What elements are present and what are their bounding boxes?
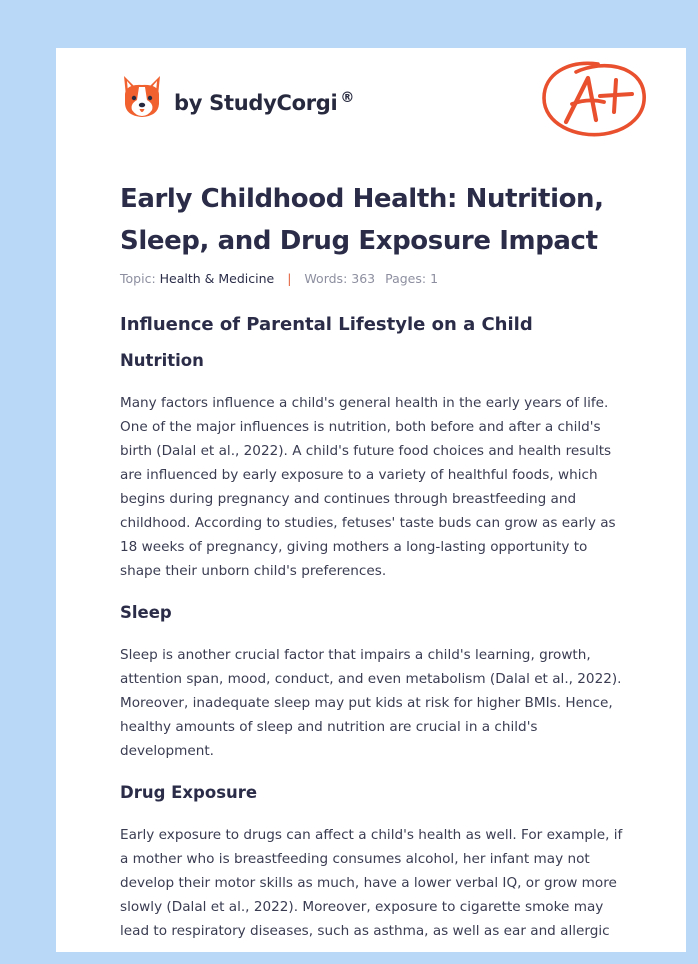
section-heading: Influence of Parental Lifestyle on a Child	[120, 314, 533, 335]
paragraph-drug-exposure: Early exposure to drugs can affect a child's health as well. For example, if a mother who is breastfeeding consumes alcohol, her infant may not develop their motor skills as much, have a lower verbal IQ, or grow more slowly (Dalal et al., 2022). Moreover, exposure to cigarette smoke may lead to respiratory diseases, such as asthma, as well as ear and allergic	[120, 827, 623, 939]
words-label: Words:	[304, 271, 348, 286]
article-meta	[120, 270, 632, 288]
paragraph-sleep: Sleep is another crucial factor that impairs a child's learning, growth, attention span, mood, conduct, and even metabolism (Dalal et al., 2022). Moreover, inadequate sleep may put kids at risk for higher BMIs. Hence, healthy amounts of sleep and nutrition are crucial in a child's development.	[120, 647, 622, 759]
article-content	[120, 178, 632, 943]
brand-name: by StudyCorgi ®	[174, 89, 355, 115]
subsection-heading-drug-exposure: Drug Exposure	[120, 783, 258, 802]
paragraph-nutrition: Many factors influence a child's general health in the early years of life. One of the major influences is nutrition, both before and after a child's birth (Dalal et al., 2022). A child's future food choices and health results are influenced by early exposure to a variety of healthful foods, which begins during pregnancy and continues through breastfeeding and childhood. According to studies, fetuses' taste buds can grow as early as 18 weeks of pregnancy, giving mothers a long-lasting opportunity to shape their unborn child's preferences.	[120, 395, 616, 579]
brand-logo[interactable]	[120, 74, 354, 120]
pages-value: 1	[430, 271, 439, 286]
meta-separator: |	[287, 271, 292, 286]
topic-label: Topic:	[120, 271, 156, 286]
words-value: 363	[351, 271, 376, 286]
registered-mark: ®	[340, 89, 355, 106]
topic-link[interactable]: Health & Medicine	[159, 271, 275, 286]
pages-label: Pages:	[385, 271, 427, 286]
a-plus-grade-icon	[538, 58, 650, 142]
page-header	[56, 48, 686, 168]
document-page	[56, 48, 686, 952]
subsection-heading-nutrition: Nutrition	[120, 351, 204, 370]
subsection-heading-sleep: Sleep	[120, 603, 172, 622]
corgi-logo-icon	[120, 74, 164, 120]
article-title: Early Childhood Health: Nutrition, Sleep, and Drug Exposure Impact	[120, 184, 604, 256]
